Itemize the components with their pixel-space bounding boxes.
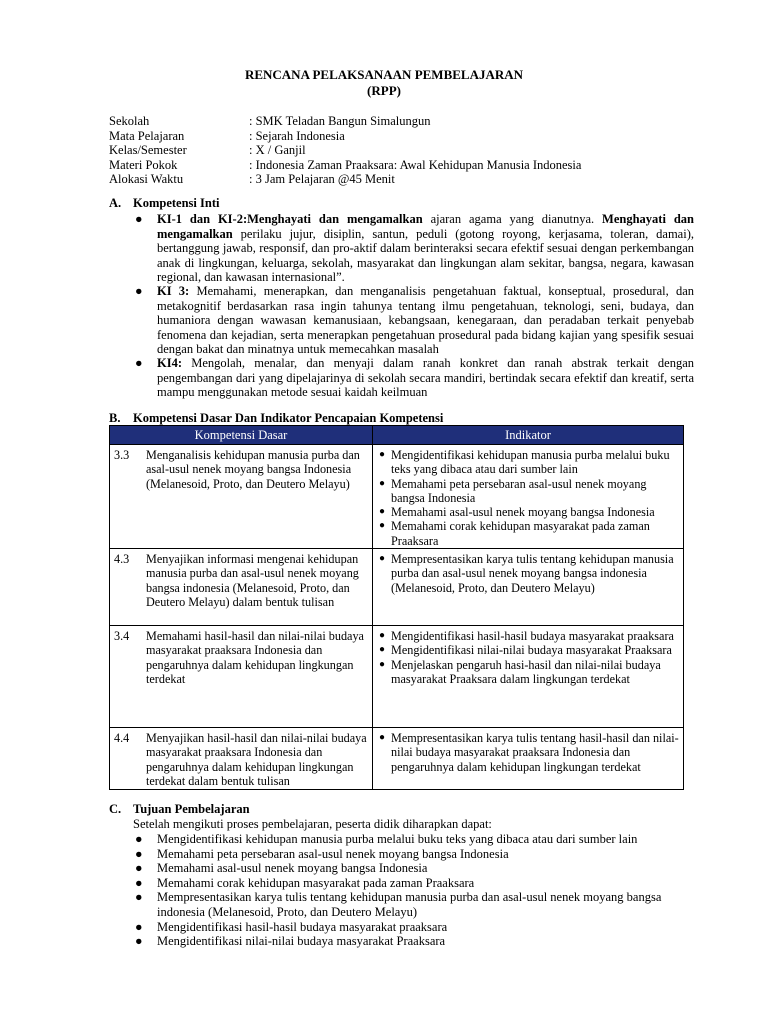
kd-number: 4.3 <box>114 552 130 567</box>
ki-body: Mengolah, menalar, dan menyaji dalam ranah konkret dan ranah abstrak terkait dengan pengembangan dari yang dipelajarinya di sekolah secara mandiri, bertindak secara efektif dan kreatif, serta mampu menggunakan metode sesuai kaidah keilmuan <box>157 356 694 399</box>
info-key: Alokasi Waktu <box>109 172 184 187</box>
info-row-mata-pelajaran <box>109 129 581 144</box>
tujuan-text: Mengidentifikasi hasil-hasil budaya masyarakat praaksara <box>157 919 448 934</box>
indicator-text: Memahami corak kehidupan masyarakat pada zaman Praaksara <box>391 519 650 548</box>
section-b-heading <box>109 411 443 426</box>
list-item <box>133 356 694 400</box>
document-subtitle: (RPP) <box>367 83 401 98</box>
section-title: Kompetensi Inti <box>133 196 220 210</box>
kd-number: 4.4 <box>114 731 130 746</box>
bullet-icon: ● <box>135 890 143 905</box>
indicator-text: Mempresentasikan karya tulis tentang hasil-hasil dan nilai-nilai budaya masyarakat praaksara Indonesia dan pengaruhnya dalam kehidupan lingkungan terdekat <box>391 731 679 774</box>
list-item <box>133 832 693 847</box>
indicator-item <box>379 643 679 657</box>
list-item <box>133 284 694 356</box>
tujuan-text: Memahami peta persebaran asal-usul nenek moyang bangsa Indonesia <box>157 846 509 861</box>
info-key: Materi Pokok <box>109 157 178 172</box>
indicator-cell <box>373 728 684 790</box>
indicator-text: Mengidentifikasi nilai-nilai budaya masyarakat Praaksara <box>391 643 672 658</box>
kd-cell <box>110 549 373 626</box>
bullet-icon: ● <box>135 832 143 846</box>
ki-label: KI 3: <box>157 284 190 298</box>
indicator-item <box>379 658 679 687</box>
table-row <box>110 445 684 549</box>
bullet-icon: ● <box>135 356 143 370</box>
info-value: : X / Ganjil <box>249 143 306 158</box>
section-c-heading <box>109 802 250 817</box>
indicator-cell <box>373 445 684 549</box>
bullet-icon: ● <box>135 861 143 876</box>
bullet-icon: ● <box>379 553 386 565</box>
info-row-alokasi-waktu <box>109 172 581 187</box>
info-value: : SMK Teladan Bangun Simalungun <box>249 114 431 128</box>
list-item <box>133 876 693 891</box>
tujuan-text: Memahami corak kehidupan masyarakat pada zaman Praaksara <box>157 875 475 890</box>
kd-cell <box>110 626 373 728</box>
indicator-item <box>379 505 679 519</box>
kd-number: 3.4 <box>114 629 130 644</box>
column-header-kompetensi-dasar: Kompetensi Dasar <box>110 426 373 445</box>
info-row-kelas-semester <box>109 143 581 158</box>
indicator-text: Memahami peta persebaran asal-usul nenek moyang bangsa Indonesia <box>391 476 647 505</box>
document-title: RENCANA PELAKSANAAN PEMBELAJARAN <box>244 67 524 82</box>
list-item <box>133 920 693 935</box>
table-header-row <box>110 426 684 445</box>
bullet-icon: ● <box>379 658 386 670</box>
info-key: Mata Pelajaran <box>109 128 185 143</box>
kd-cell <box>110 445 373 549</box>
indicator-text: Menjelaskan pengaruh hasi-hasil dan nilai-nilai budaya masyarakat Praaksara dalam lingkungan terdekat <box>391 657 661 686</box>
list-item <box>133 847 693 862</box>
info-value: : Indonesia Zaman Praaksara: Awal Kehidupan Manusia Indonesia <box>249 157 582 172</box>
indicator-item <box>379 477 679 506</box>
info-key: Sekolah <box>109 114 150 128</box>
tujuan-text: Mengidentifikasi kehidupan manusia purba melalui buku teks yang dibaca atau dari sumber lain <box>157 832 638 846</box>
indicator-cell <box>373 626 684 728</box>
ki-body: Memahami, menerapkan, dan menganalisis pengetahuan faktual, konseptual, prosedural, dan metakognitif berdasarkan rasa ingin tahunya tentang ilmu pengetahuan, teknologi, seni, budaya, dan humaniora dengan wawasan kemanusiaan, kebangsaan, kenegaraan, dan peradaban terkait penyebab fenomena dan kejadian, serta menerapkan pengetahuan prosedural pada bidang kajian yang spesifik sesuai dengan bakat dan minatnya untuk memecahkan masalah <box>157 284 695 356</box>
section-letter: C. <box>109 802 122 816</box>
kd-cell <box>110 728 373 790</box>
bullet-icon: ● <box>135 919 143 934</box>
bullet-icon: ● <box>379 520 386 532</box>
list-item <box>133 861 693 876</box>
bullet-icon: ● <box>379 732 386 744</box>
ki-label: KI4: <box>157 356 182 370</box>
bullet-icon: ● <box>379 449 386 460</box>
ki-body: perilaku jujur, disiplin, santun, peduli (gotong royong, kerjasama, toleran, damai), bertanggung jawab, responsif, dan pro-aktif dalam berinteraksi secara efektif sesuai dengan perkembangan anak di lingkungan, keluarga, sekolah, masyarakat dan lingkungan alam sekitar, bangsa, negara, kawasan regional, dan kawasan internasional”. <box>157 226 694 284</box>
tujuan-text: Memahami asal-usul nenek moyang bangsa Indonesia <box>157 861 428 876</box>
list-item <box>133 890 693 919</box>
indicator-text: Mengidentifikasi kehidupan manusia purba melalui buku teks yang dibaca atau dari sumber lain <box>391 448 670 477</box>
ki-text <box>157 284 694 356</box>
kompetensi-inti-list <box>133 212 694 400</box>
section-letter: B. <box>109 411 121 425</box>
section-letter: A. <box>109 196 122 210</box>
ki-text <box>157 212 694 284</box>
kd-text: Menyajikan informasi mengenai kehidupan manusia purba dan asal-usul nenek moyang bangsa indonesia (Melanesoid, Proto, dan Deutero Melayu) dalam bentuk tulisan <box>146 552 359 609</box>
bullet-icon: ● <box>379 506 386 518</box>
ki-text <box>157 356 694 400</box>
identity-block <box>109 114 581 187</box>
indicator-item <box>379 629 679 643</box>
tujuan-list <box>133 832 693 949</box>
info-key: Kelas/Semester <box>109 143 187 158</box>
indicator-text: Mempresentasikan karya tulis tentang kehidupan manusia purba dan asal-usul nenek moyang bangsa indonesia (Melanesoid, Proto, dan Deutero Melayu) <box>391 552 674 595</box>
bullet-icon: ● <box>135 934 143 949</box>
tujuan-text: Mengidentifikasi nilai-nilai budaya masyarakat Praaksara <box>157 934 446 949</box>
list-item <box>133 212 694 284</box>
kompetensi-table <box>109 425 684 790</box>
bullet-icon: ● <box>135 212 143 226</box>
info-value: : 3 Jam Pelajaran @45 Menit <box>249 172 395 187</box>
kd-text: Menganalisis kehidupan manusia purba dan asal-usul nenek moyang bangsa Indonesia (Melanesoid, Proto, dan Deutero Melayu) <box>146 448 360 491</box>
indicator-item <box>379 519 679 548</box>
column-header-indikator: Indikator <box>373 426 684 445</box>
section-a-heading <box>109 196 219 211</box>
indicator-item <box>379 731 679 774</box>
kd-text: Memahami hasil-hasil dan nilai-nilai budaya masyarakat praaksara Indonesia dan pengaruhnya dalam kehidupan lingkungan terdekat <box>146 629 364 686</box>
info-row-materi-pokok <box>109 158 581 173</box>
ki-emphasis: Menghayati dan mengamalkan <box>157 212 694 241</box>
kd-text: Menyajikan hasil-hasil dan nilai-nilai budaya masyarakat praaksara Indonesia dan pengaruhnya dalam kehidupan lingkungan terdekat dalam bentuk tulisan <box>146 731 367 788</box>
info-row-sekolah <box>109 114 581 129</box>
bullet-icon: ● <box>135 846 143 861</box>
bullet-icon: ● <box>135 875 143 890</box>
indicator-item <box>379 552 679 595</box>
ki-body: ajaran agama yang dianutnya. <box>422 212 603 226</box>
bullet-icon: ● <box>135 284 143 298</box>
tujuan-intro: Setelah mengikuti proses pembelajaran, peserta didik diharapkan dapat: <box>133 817 492 831</box>
bullet-icon: ● <box>379 477 386 489</box>
indicator-text: Memahami asal-usul nenek moyang bangsa Indonesia <box>391 505 655 520</box>
indicator-text: Mengidentifikasi hasil-hasil budaya masyarakat praaksara <box>391 629 674 644</box>
indicator-cell <box>373 549 684 626</box>
bullet-icon: ● <box>379 630 386 642</box>
bullet-icon: ● <box>379 644 386 656</box>
table-row <box>110 728 684 790</box>
tujuan-text: Mempresentasikan karya tulis tentang kehidupan manusia purba dan asal-usul nenek moyang bangsa indonesia (Melanesoid, Proto, dan Deutero Melayu) <box>157 890 662 919</box>
section-title: Kompetensi Dasar Dan Indikator Pencapaian Kompetensi <box>133 411 444 425</box>
ki-label: KI-1 dan KI-2:Menghayati dan mengamalkan <box>157 212 423 226</box>
indicator-item <box>379 448 679 477</box>
table-row <box>110 626 684 728</box>
info-value: : Sejarah Indonesia <box>249 128 345 143</box>
list-item <box>133 934 693 949</box>
kd-number: 3.3 <box>114 448 130 462</box>
section-title: Tujuan Pembelajaran <box>133 802 250 816</box>
table-row <box>110 549 684 626</box>
